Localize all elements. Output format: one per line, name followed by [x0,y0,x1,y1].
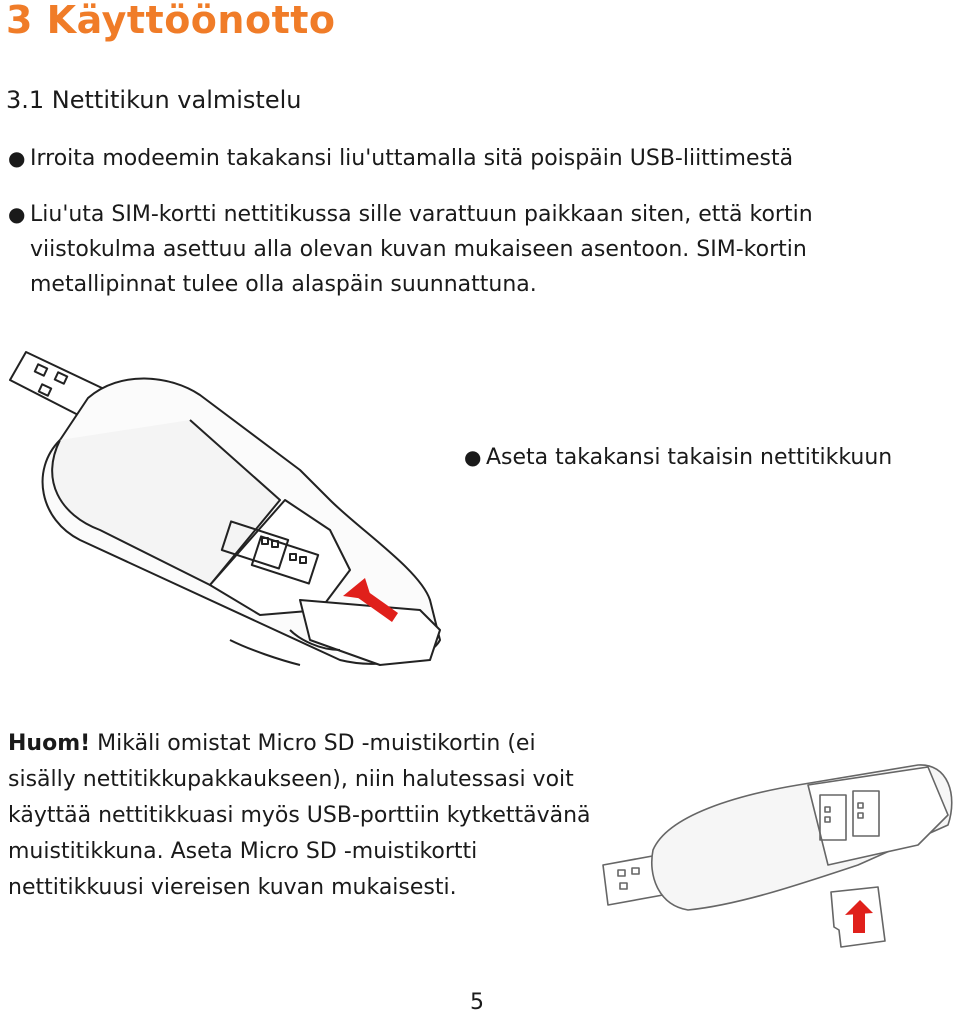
bullet-icon: ● [8,146,26,170]
bullet-icon: ● [464,445,482,469]
instruction-text-1: Irroita modeemin takakansi liu'uttamalla sitä poispäin USB-liittimestä [30,146,794,171]
sim-insertion-illustration [0,340,460,680]
note-text: Mikäli omistat Micro SD -muistikortin (ei sisälly nettitikkupakkaukseen), niin halutessasi voit käyttää nettitikkuasi myös USB-porttiin kytkettävänä muistitikkuna. Aseta Micro SD -muistikortti nettitikkuusi viereisen kuvan mukaisesti. [8,731,591,900]
instruction-bullet-3 [464,440,893,475]
page-number: 5 [470,990,484,1015]
instruction-text-2: Liu'uta SIM-kortti nettitikussa sille varattuun paikkaan siten, että kortin viistokulma asettuu alla olevan kuvan mukaiseen asentoon. SIM-kortin metallipinnat tulee olla alaspäin suunnattuna. [30,202,813,297]
instruction-text-3: Aseta takakansi takaisin nettitikkuun [486,445,893,470]
instruction-bullet-1 [8,141,794,176]
note-paragraph [8,726,593,906]
bullet-icon: ● [8,202,26,226]
section-title: 3.1 Nettitikun valmistelu [6,86,302,114]
microsd-insertion-illustration [598,755,960,960]
page-title: 3 Käyttöönotto [6,0,336,42]
instruction-bullet-2 [8,197,930,302]
note-label: Huom! [8,731,91,756]
